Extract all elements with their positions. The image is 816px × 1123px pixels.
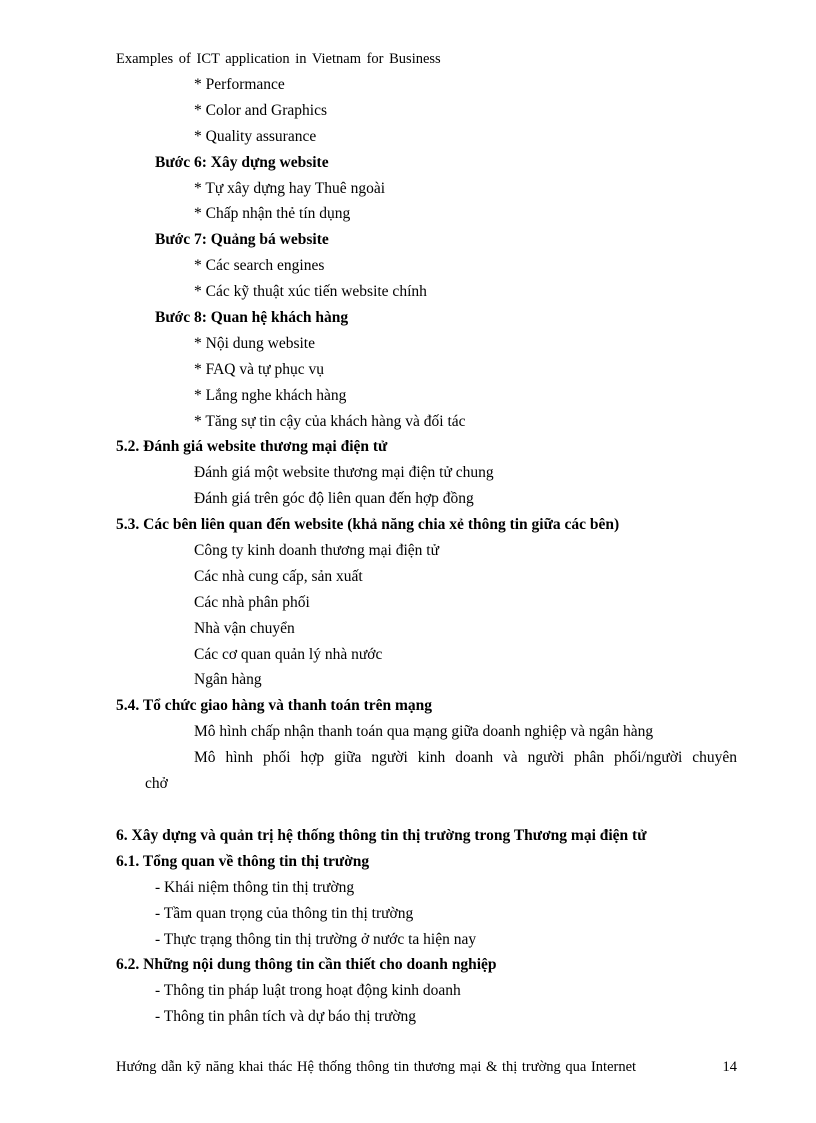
page-content	[0, 72, 816, 1030]
footer-title: Hướng dẫn kỹ năng khai thác Hệ thống thông tin thương mại & thị trường qua Internet	[116, 1059, 637, 1075]
item-coordination-model: Mô hình phối hợp giữa người kinh doanh và người phân phối/người chuyên	[194, 749, 737, 767]
item-evaluate-general: Đánh giá một website thương mại điện tử chung	[194, 464, 494, 482]
item-suppliers: Các nhà cung cấp, sản xuất	[194, 567, 363, 585]
bullet-listen-customers: * Lắng nghe khách hàng	[194, 386, 347, 404]
item-distributors: Các nhà phân phối	[194, 593, 310, 611]
section-6-heading: 6. Xây dựng và quản trị hệ thống thông tin thị trường trong Thương mại điện tử	[116, 826, 647, 844]
bullet-faq-self-service: * FAQ và tự phục vụ	[194, 360, 324, 378]
item-state-agencies: Các cơ quan quản lý nhà nước	[194, 645, 383, 663]
bullet-build-or-outsource: * Tự xây dựng hay Thuê ngoài	[194, 179, 386, 197]
dash-item-current-state: - Thực trạng thông tin thị trường ở nước ta hiện nay	[155, 930, 477, 948]
section-5-3-heading: 5.3. Các bên liên quan đến website (khả năng chia xẻ thông tin giữa các bên)	[116, 516, 620, 534]
section-6-1-heading: 6.1. Tổng quan về thông tin thị trường	[116, 852, 370, 870]
bullet-quality-assurance: * Quality assurance	[194, 127, 317, 145]
item-payment-model: Mô hình chấp nhận thanh toán qua mạng giữa doanh nghiệp và ngân hàng	[194, 723, 654, 741]
section-5-2-heading: 5.2. Đánh giá website thương mại điện tử	[116, 438, 388, 456]
bullet-website-content: * Nội dung website	[194, 334, 315, 352]
bullet-search-engines: * Các search engines	[194, 257, 325, 275]
bullet-increase-trust: * Tăng sự tin cậy của khách hàng và đối tác	[194, 412, 466, 430]
step-7-heading: Bước 7: Quảng bá website	[155, 231, 329, 249]
dash-item-concept: - Khái niệm thông tin thị trường	[155, 878, 355, 896]
paragraph-gap	[0, 797, 816, 823]
bullet-performance: * Performance	[194, 76, 285, 93]
step-6-heading: Bước 6: Xây dựng website	[155, 153, 329, 171]
dash-item-importance: - Tầm quan trọng của thông tin thị trường	[155, 904, 414, 922]
section-5-4-heading: 5.4. Tổ chức giao hàng và thanh toán trên mạng	[116, 697, 433, 715]
item-carrier: Nhà vận chuyển	[194, 619, 295, 637]
dash-item-analysis-forecast: - Thông tin phân tích và dự báo thị trường	[155, 1008, 417, 1026]
step-8-heading: Bước 8: Quan hệ khách hàng	[155, 309, 349, 327]
dash-item-legal-info: - Thông tin pháp luật trong hoạt động kinh doanh	[155, 982, 461, 1000]
section-6-2-heading: 6.2. Những nội dung thông tin cần thiết cho doanh nghiệp	[116, 956, 497, 974]
bullet-color-graphics: * Color and Graphics	[194, 101, 328, 119]
item-bank: Ngân hàng	[194, 671, 262, 689]
bullet-promotion-techniques: * Các kỹ thuật xúc tiến website chính	[194, 283, 427, 301]
item-ecommerce-company: Công ty kinh doanh thương mại điện tử	[194, 542, 439, 560]
bullet-accept-credit-card: * Chấp nhận thẻ tín dụng	[194, 205, 351, 223]
page-number: 14	[722, 1059, 737, 1075]
item-evaluate-contract: Đánh giá trên góc độ liên quan đến hợp đồng	[194, 490, 474, 508]
item-coordination-model-continued: chở	[145, 775, 168, 793]
page-header: Examples of ICT application in Vietnam for Business	[116, 51, 441, 67]
